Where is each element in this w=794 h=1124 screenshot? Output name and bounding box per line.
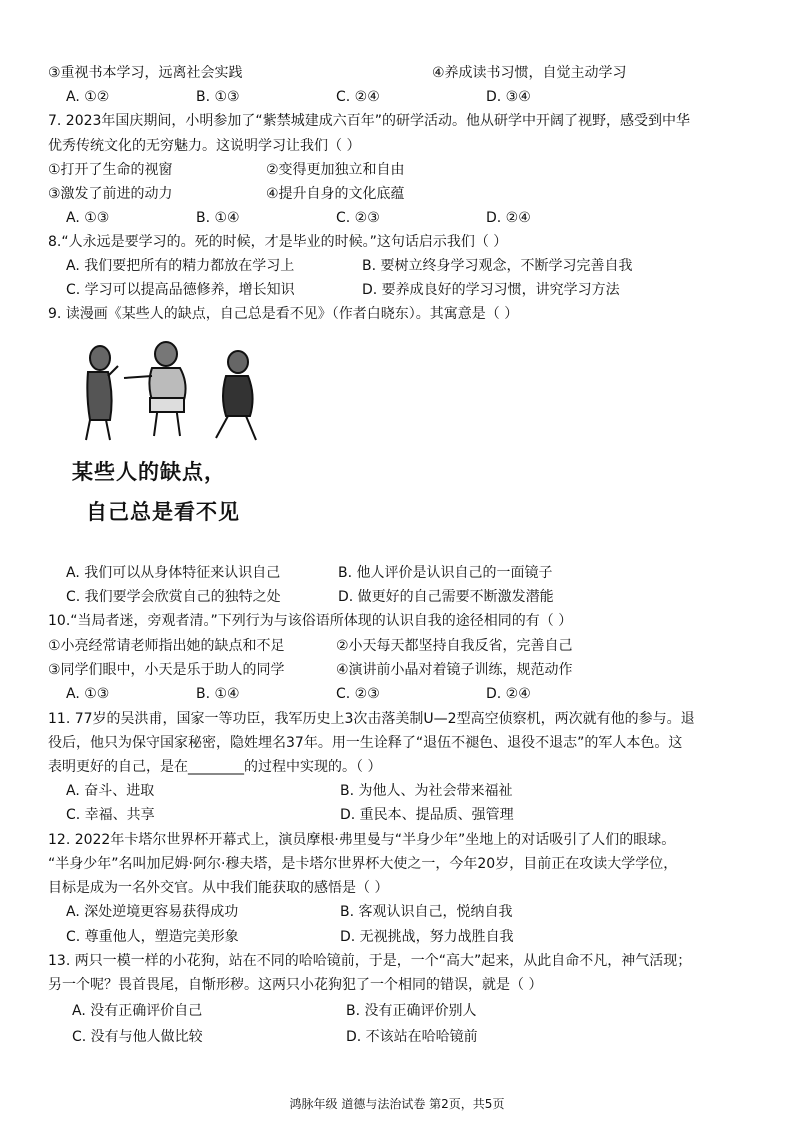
q8-answer-d: D. 要养成良好的学习习惯，讲究学习方法 (362, 282, 620, 298)
q12-answer-c: C. 尊重他人，塑造完美形象 (66, 929, 239, 945)
q10-option-1: ①小亮经常请老师指出她的缺点和不足 (48, 638, 285, 654)
q10-stem: 10.“当局者迷，旁观者清。”下列行为与该俗语所体现的认识自我的途径相同的有（ ） (48, 613, 573, 629)
q13-answer-c: C. 没有与他人做比较 (72, 1029, 203, 1045)
q11-answer-c: C. 幸福、共享 (66, 807, 155, 823)
q7-answer-c: C. ②③ (336, 210, 380, 226)
q11-stem-line3: 表明更好的自己，是在________的过程中实现的。（ ） (48, 759, 382, 775)
comic-figure-left (86, 346, 118, 440)
q11-stem-line1: 11. 77岁的吴洪甫，国家一等功臣，我军历史上3次击落美制U—2型高空侦察机，两次就有他的参与。退 (48, 711, 695, 727)
q12-stem-line3: 目标是成为一名外交官。从中我们能获取的感悟是（ ） (48, 880, 389, 896)
q13-stem-line2: 另一个呢？畏首畏尾，自惭形秽。这两只小花狗犯了一个相同的错误，就是（ ） (48, 977, 543, 993)
q12-answer-d: D. 无视挑战，努力战胜自我 (340, 929, 514, 945)
q7-stem-line1: 7. 2023年国庆期间，小明参加了“紫禁城建成六百年”的研学活动。他从研学中开阔了视野，感受到中华 (48, 113, 690, 129)
q6-option-3: ③重视书本学习，远离社会实践 (48, 65, 243, 81)
q10-answer-a: A. ①③ (66, 686, 110, 702)
q8-answer-c: C. 学习可以提高品德修养，增长知识 (66, 282, 295, 298)
q9-stem: 9. 读漫画《某些人的缺点，自己总是看不见》（作者白晓东）。其寓意是（ ） (48, 306, 519, 322)
q7-answer-b: B. ①④ (196, 210, 240, 226)
q12-stem-line2: “半身少年”名叫加尼姆·阿尔·穆夫塔，是卡塔尔世界杯大使之一，今年20岁，目前正在攻读大学学位， (48, 856, 678, 872)
q6-option-4: ④养成读书习惯，自觉主动学习 (432, 65, 627, 81)
q10-answer-d: D. ②④ (486, 686, 531, 702)
q10-option-4: ④演讲前小晶对着镜子训练，规范动作 (336, 662, 573, 678)
q7-answer-a: A. ①③ (66, 210, 110, 226)
q13-answer-a: A. 没有正确评价自己 (72, 1003, 203, 1019)
q8-answer-a: A. 我们要把所有的精力都放在学习上 (66, 258, 295, 274)
q9-answer-d: D. 做更好的自己需要不断激发潜能 (338, 589, 554, 605)
q7-stem-line2: 优秀传统文化的无穷魅力。这说明学习让我们（ ） (48, 138, 361, 154)
q6-answer-c: C. ②④ (336, 89, 380, 105)
q13-stem-line1: 13. 两只一模一样的小花狗，站在不同的哈哈镜前，于是，一个“高大”起来，从此自命不凡，神气活现； (48, 953, 692, 969)
q11-answer-d: D. 重民本、提品质、强管理 (340, 807, 514, 823)
comic-caption-line1: 某些人的缺点， (72, 459, 226, 484)
q11-stem-line2: 役后，他只为保守国家秘密，隐姓埋名37年。用一生诠释了“退伍不褪色、退役不退志”的军人本色。这 (48, 735, 683, 751)
q7-option-1: ①打开了生命的视窗 (48, 162, 173, 178)
q12-answer-b: B. 客观认识自己，悦纳自我 (340, 904, 513, 920)
q10-answer-c: C. ②③ (336, 686, 380, 702)
q10-option-3: ③同学们眼中，小天是乐于助人的同学 (48, 662, 285, 678)
comic-figures-image (66, 336, 266, 446)
q9-answer-b: B. 他人评价是认识自己的一面镜子 (338, 565, 553, 581)
q13-answer-b: B. 没有正确评价别人 (346, 1003, 477, 1019)
q10-answer-b: B. ①④ (196, 686, 240, 702)
q11-answer-b: B. 为他人、为社会带来福祉 (340, 783, 513, 799)
q7-option-4: ④提升自身的文化底蕴 (266, 186, 405, 202)
q9-answer-a: A. 我们可以从身体特征来认识自己 (66, 565, 281, 581)
comic-figure-middle (124, 342, 186, 436)
q6-answer-b: B. ①③ (196, 89, 240, 105)
q12-answer-a: A. 深处逆境更容易获得成功 (66, 904, 239, 920)
q11-answer-a: A. 奋斗、进取 (66, 783, 155, 799)
comic-figure-right (216, 351, 256, 440)
q8-stem: 8.“人永远是要学习的。死的时候，才是毕业的时候。”这句话启示我们（ ） (48, 234, 508, 250)
q10-option-2: ②小天每天都坚持自我反省，完善自己 (336, 638, 573, 654)
comic-illustration (66, 336, 266, 534)
q6-answer-a: A. ①② (66, 89, 110, 105)
q8-answer-b: B. 要树立终身学习观念，不断学习完善自我 (362, 258, 633, 274)
q13-answer-d: D. 不该站在哈哈镜前 (346, 1029, 478, 1045)
page-footer: 鸿脉年级 道德与法治试卷 第2页，共5页 (289, 1097, 505, 1111)
q7-option-2: ②变得更加独立和自由 (266, 162, 405, 178)
q6-answer-d: D. ③④ (486, 89, 531, 105)
q7-answer-d: D. ②④ (486, 210, 531, 226)
q7-option-3: ③激发了前进的动力 (48, 186, 173, 202)
q12-stem-line1: 12. 2022年卡塔尔世界杯开幕式上，演员摩根·弗里曼与“半身少年”坐地上的对话吸引了人们的眼球。 (48, 832, 676, 848)
comic-caption-line2: 自己总是看不见 (86, 499, 240, 524)
q9-answer-c: C. 我们要学会欣赏自己的独特之处 (66, 589, 281, 605)
